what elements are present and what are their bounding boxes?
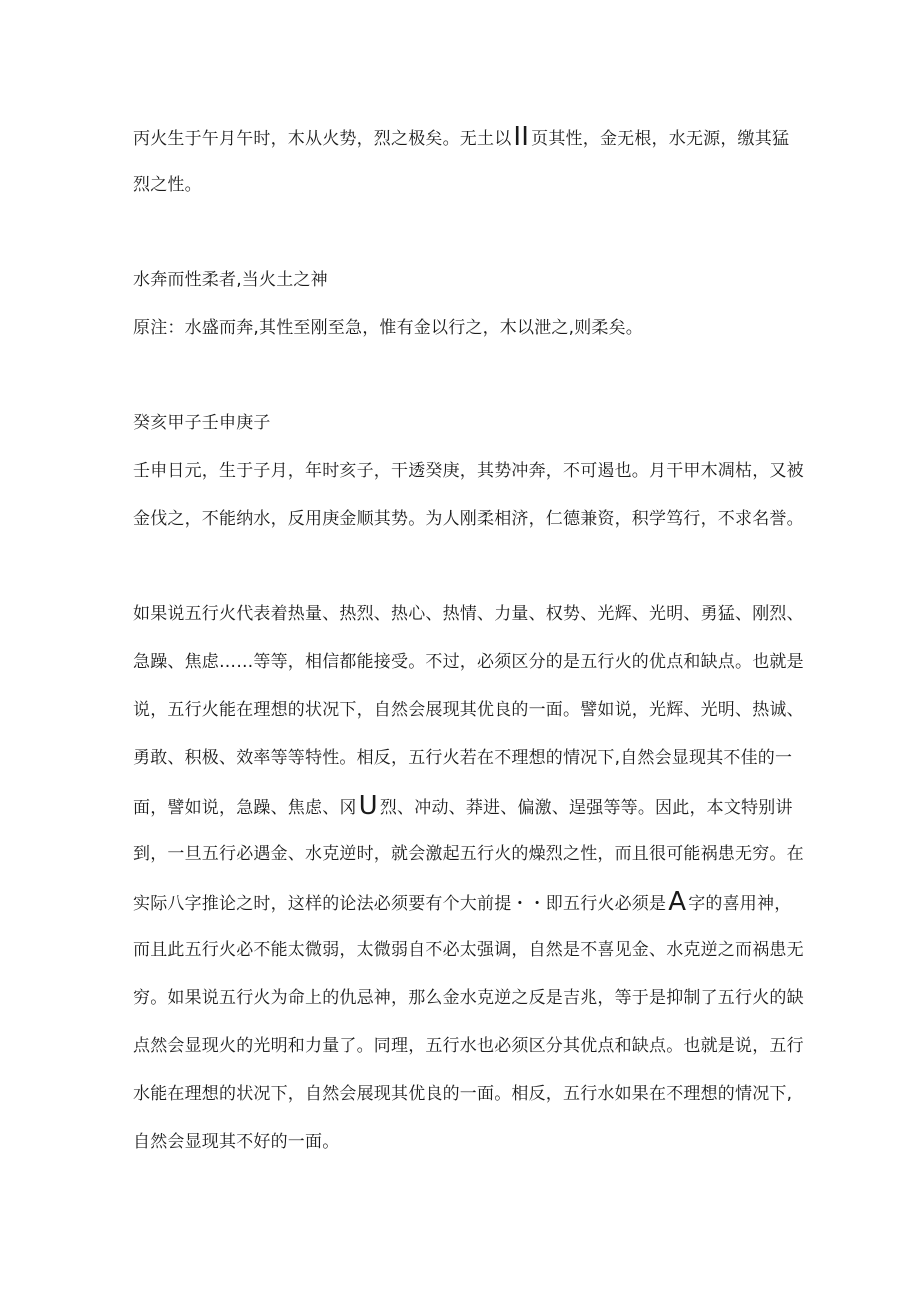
text-segment: 穷。如果说五行火为命上的仇忌神，那么金水克逆之反是吉兆，等于是抑制了五行火的缺 bbox=[133, 988, 804, 1008]
text-line bbox=[133, 602, 813, 626]
text-line bbox=[133, 938, 813, 962]
text-segment: 自然会显现其不好的一面。 bbox=[133, 1132, 340, 1152]
text-line bbox=[133, 794, 813, 820]
text-line bbox=[133, 746, 813, 770]
text-line bbox=[133, 842, 813, 866]
text-segment: 说，五行火能在理想的状况下，自然会展现其优良的一面。譬如说，光辉、光明、热诚、 bbox=[133, 700, 804, 720]
ocr-glyph: II bbox=[513, 125, 530, 151]
text-line bbox=[133, 890, 813, 916]
text-line bbox=[133, 1082, 813, 1106]
text-segment: 点然会显现火的光明和力量了。同理，五行水也必须区分其优点和缺点。也就是说，五行 bbox=[133, 1036, 804, 1056]
text-segment: 丙火生于午月午时，木从火势，烈之极矣。无土以 bbox=[133, 129, 512, 149]
text-segment: 癸亥甲子壬申庚子 bbox=[133, 413, 271, 433]
text-line bbox=[133, 1034, 813, 1058]
text-line bbox=[133, 986, 813, 1010]
text-line bbox=[133, 459, 813, 483]
text-segment: 原注：水盛而奔,其性至刚至急，惟有金以行之，木以泄之,则柔矣。 bbox=[133, 318, 644, 338]
text-segment: 如果说五行火代表着热量、热烈、热心、热情、力量、权势、光辉、光明、勇猛、刚烈、 bbox=[133, 604, 804, 624]
text-segment: 页其性，金无根，水无源，缴其猛 bbox=[531, 129, 790, 149]
text-line bbox=[133, 173, 813, 197]
section-heading bbox=[133, 411, 813, 435]
text-segment: 水奔而性柔者,当火土之神 bbox=[133, 270, 328, 290]
text-segment: 勇敢、积极、效率等等特性。相反，五行火若在不理想的情况下,自然会显现其不佳的一 bbox=[133, 748, 793, 768]
text-line bbox=[133, 125, 813, 151]
text-line bbox=[133, 698, 813, 722]
text-segment: 而且此五行火必不能太微弱，太微弱自不必太强调，自然是不喜见金、水克逆之而祸患无 bbox=[133, 940, 804, 960]
text-segment: 水能在理想的状况下，自然会展现其优良的一面。相反，五行水如果在不理想的情况下, bbox=[133, 1084, 793, 1104]
text-segment: 金伐之，不能纳水，反用庚金顺其势。为人刚柔相济，仁德兼资，积学笃行，不求名誉。 bbox=[133, 509, 804, 529]
text-segment: 实际八字推论之时，这样的论法必须要有个大前提・・即五行火必须是 bbox=[133, 894, 667, 914]
ocr-glyph: A bbox=[668, 890, 687, 916]
text-segment: 壬申日元，生于子月，年时亥子，干透癸庚，其势冲奔，不可遏也。月干甲木凋枯，又被 bbox=[133, 461, 804, 481]
text-line bbox=[133, 507, 813, 531]
text-segment: 烈、冲动、莽进、偏激、逞强等等。因此，本文特别讲 bbox=[379, 798, 793, 818]
text-segment: 急躁、焦虑……等等，相信都能接受。不过，必须区分的是五行火的优点和缺点。也就是 bbox=[133, 652, 804, 672]
text-segment: 烈之性。 bbox=[133, 175, 202, 195]
text-line bbox=[133, 650, 813, 674]
text-segment: 字的喜用神， bbox=[688, 894, 792, 914]
text-line bbox=[133, 1130, 813, 1154]
ocr-glyph: U bbox=[358, 794, 378, 820]
text-line bbox=[133, 316, 813, 340]
section-heading bbox=[133, 268, 813, 292]
text-segment: 面，譬如说，急躁、焦虑、冈 bbox=[133, 798, 357, 818]
text-segment: 到，一旦五行必遇金、水克逆时，就会激起五行火的燥烈之性，而且很可能祸患无穷。在 bbox=[133, 844, 804, 864]
